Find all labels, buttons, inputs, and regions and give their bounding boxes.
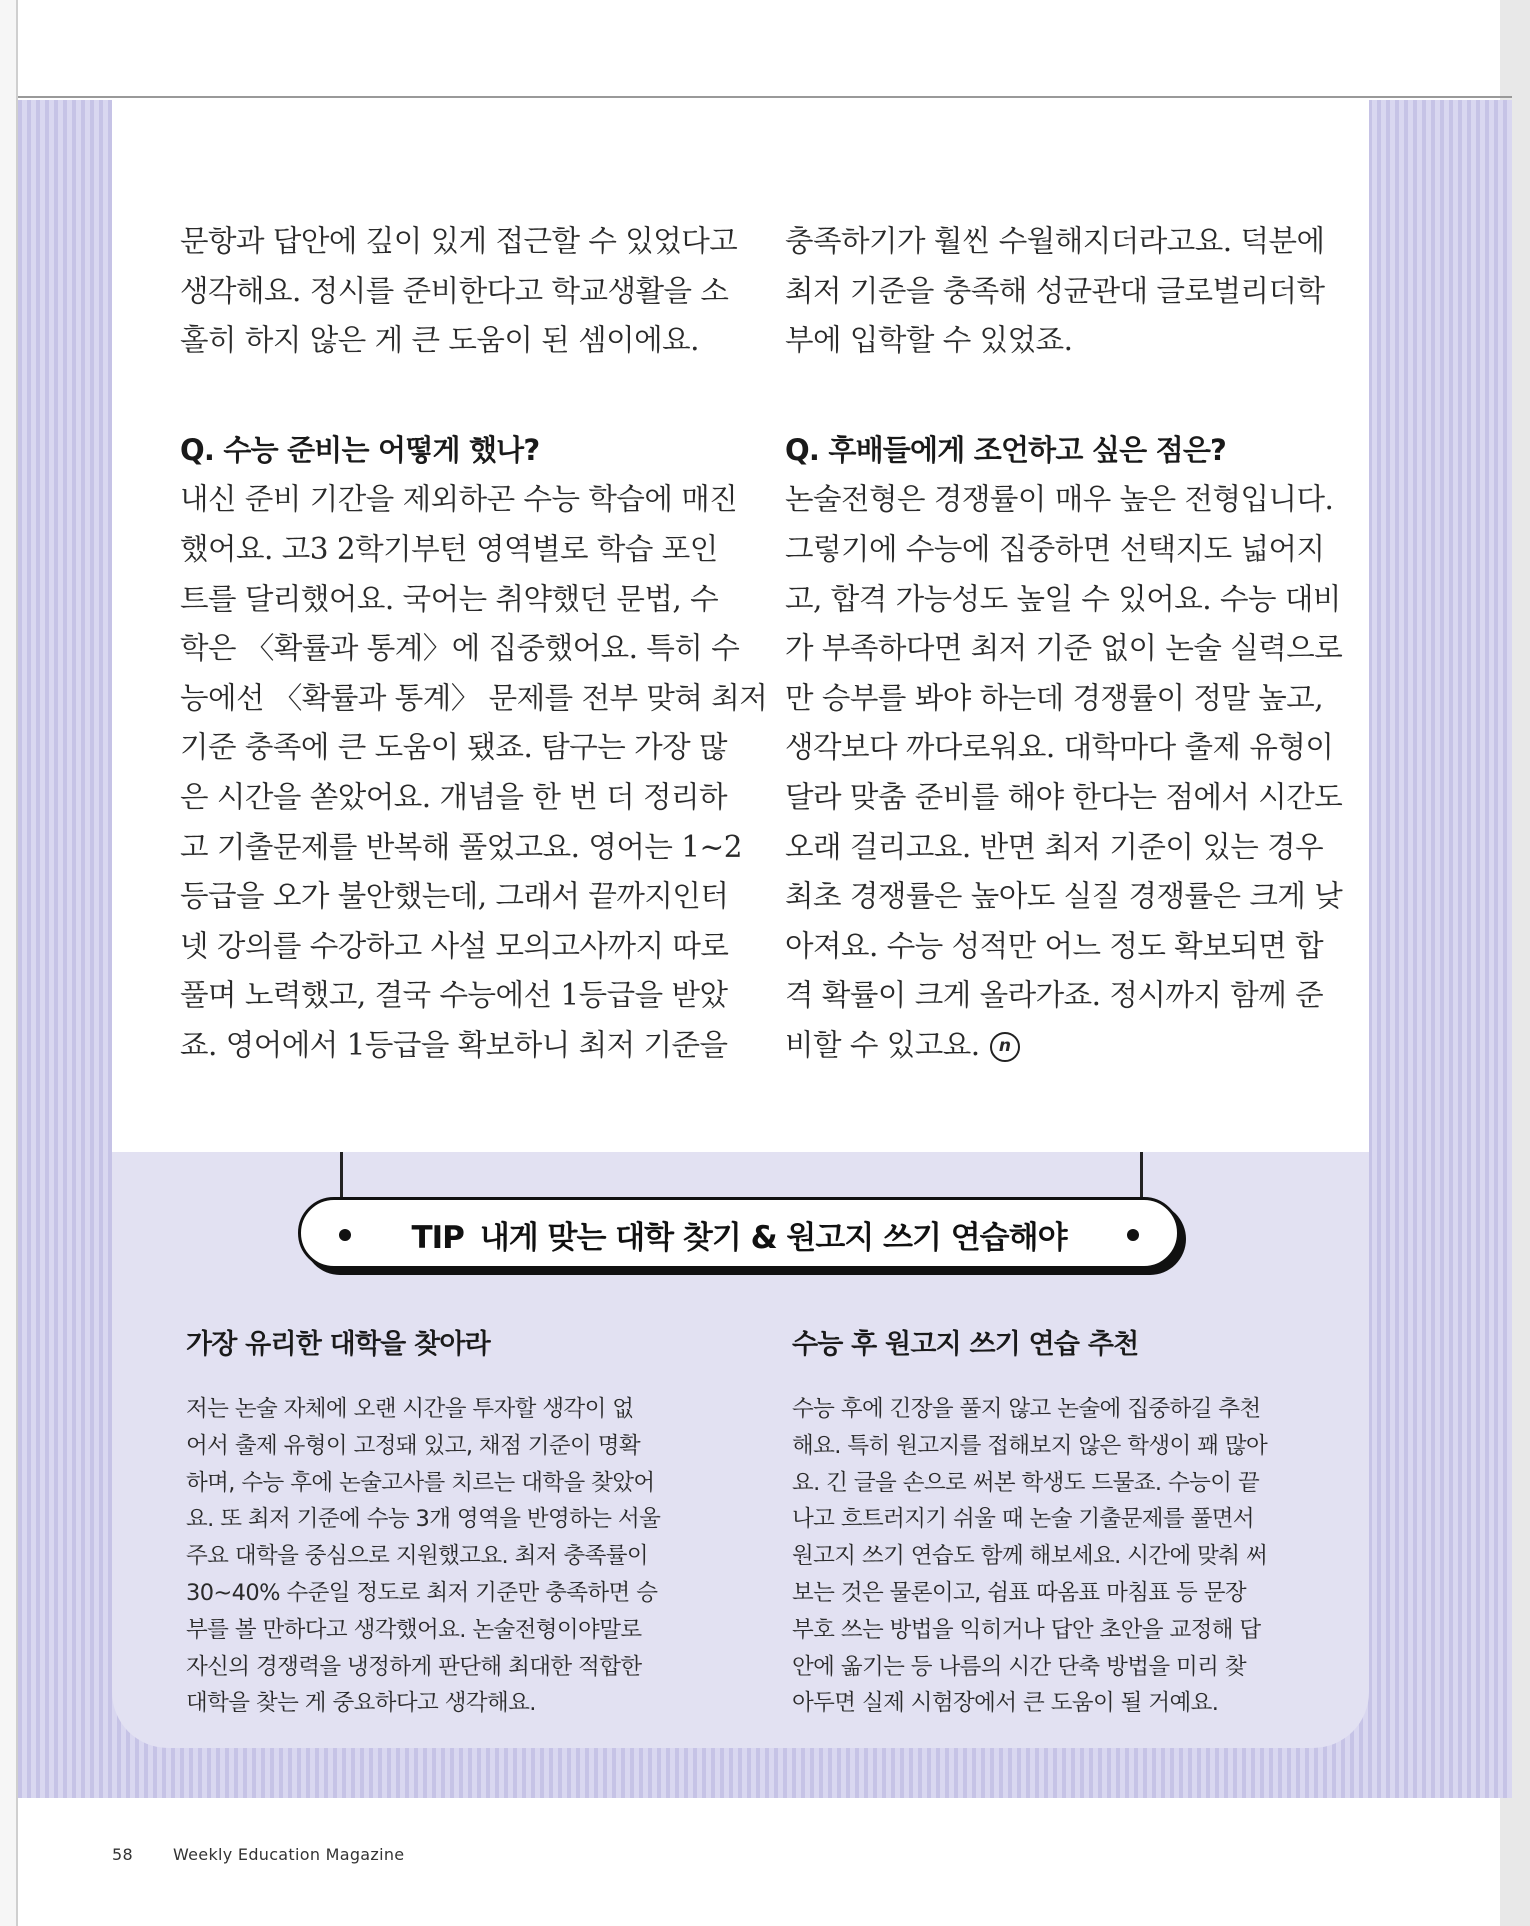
text-line: 생각보다 까다로워요. 대학마다 출제 유형이 bbox=[785, 730, 1334, 765]
text-line: 주요 대학을 중심으로 지원했고요. 최저 충족률이 bbox=[186, 1543, 649, 1570]
text-line: 등급을 오가 불안했는데, 그래서 끝까지인터 bbox=[180, 879, 729, 914]
text-line: 능에선 〈확률과 통계〉 문제를 전부 맞혀 최저 bbox=[180, 680, 768, 715]
tip-right-column bbox=[792, 1322, 1312, 1722]
text-line: 수능 후에 긴장을 풀지 않고 논술에 집중하길 추천 bbox=[792, 1396, 1261, 1422]
magazine-name: Weekly Education Magazine bbox=[172, 1845, 405, 1864]
right-intro bbox=[785, 217, 1325, 366]
text-line: 30~40% 수준일 정도로 최저 기준만 충족하면 승 bbox=[186, 1579, 658, 1606]
question-heading: Q. 후배들에게 조언하고 싶은 점은? bbox=[785, 432, 1227, 467]
text-line: 저는 논술 자체에 오랜 시간을 투자할 생각이 없 bbox=[186, 1396, 634, 1422]
text-line: 생각해요. 정시를 준비한다고 학교생활을 소 bbox=[180, 273, 729, 308]
left-answer bbox=[180, 475, 768, 1070]
page-number: 58 bbox=[112, 1845, 133, 1864]
tip-right-heading: 수능 후 원고지 쓰기 연습 추천 bbox=[792, 1329, 1139, 1360]
text-line: 격 확률이 크게 올라가죠. 정시까지 함께 준 bbox=[785, 978, 1324, 1013]
tip-label: TIP bbox=[411, 1220, 464, 1256]
text-line: 고 기출문제를 반복해 풀었고요. 영어는 1~2 bbox=[180, 829, 742, 864]
end-mark-icon: n bbox=[990, 1032, 1020, 1062]
text-line: 나고 흐트러지기 쉬울 때 논술 기출문제를 풀면서 bbox=[792, 1506, 1255, 1533]
text-line: 자신의 경쟁력을 냉정하게 판단해 최대한 적합한 bbox=[186, 1653, 642, 1680]
text-line: 충족하기가 훨씬 수월해지더라고요. 덕분에 bbox=[785, 224, 1325, 258]
page-footer bbox=[112, 1845, 404, 1864]
text-line: 오래 걸리고요. 반면 최저 기준이 있는 경우 bbox=[785, 829, 1324, 864]
text-line: 가 부족하다면 최저 기준 없이 논술 실력으로 bbox=[785, 631, 1343, 666]
text-line: 해요. 특히 원고지를 접해보지 않은 학생이 꽤 많아 bbox=[792, 1432, 1268, 1459]
text-line: 은 시간을 쏟았어요. 개념을 한 번 더 정리하 bbox=[180, 779, 727, 814]
text-line: 홀히 하지 않은 게 큰 도움이 된 셈이에요. bbox=[180, 323, 699, 358]
text-line: 최초 경쟁률은 높아도 실질 경쟁률은 크게 낮 bbox=[785, 879, 1343, 914]
right-answer bbox=[785, 475, 1343, 1070]
text-line bbox=[785, 1021, 1305, 1071]
text-line: 보는 것은 물론이고, 쉼표 따옴표 마침표 등 문장 bbox=[792, 1579, 1246, 1606]
left-column bbox=[180, 217, 768, 1071]
tip-banner bbox=[298, 1197, 1180, 1269]
text-line: 학은 〈확률과 통계〉에 집중했어요. 특히 수 bbox=[180, 631, 740, 666]
text-line: 넷 강의를 수강하고 사설 모의고사까지 따로 bbox=[180, 928, 729, 963]
text-line: 그렇기에 수능에 집중하면 선택지도 넓어지 bbox=[785, 531, 1325, 566]
text-line: 고, 합격 가능성도 높일 수 있어요. 수능 대비 bbox=[785, 581, 1341, 616]
tip-left-heading: 가장 유리한 대학을 찾아라 bbox=[186, 1329, 490, 1360]
tip-left-column bbox=[186, 1322, 706, 1722]
left-intro bbox=[180, 217, 738, 366]
text-line: 부에 입학할 수 있었죠. bbox=[785, 323, 1073, 358]
text-line: 트를 달리했어요. 국어는 취약했던 문법, 수 bbox=[180, 581, 719, 616]
text-line: 만 승부를 봐야 하는데 경쟁률이 정말 높고, bbox=[785, 680, 1324, 715]
text-line: 달라 맞춤 준비를 해야 한다는 점에서 시간도 bbox=[785, 779, 1343, 814]
top-rule bbox=[18, 96, 1512, 98]
text-line: 내신 준비 기간을 제외하곤 수능 학습에 매진 bbox=[180, 482, 738, 517]
text-line: 논술전형은 경쟁률이 매우 높은 전형입니다. bbox=[785, 482, 1334, 517]
text-line: 최저 기준을 충족해 성균관대 글로벌리더학 bbox=[785, 273, 1325, 308]
text-line: 하며, 수능 후에 논술고사를 치르는 대학을 찾았어 bbox=[186, 1469, 655, 1496]
right-column bbox=[785, 217, 1343, 1071]
text-line: 안에 옮기는 등 나름의 시간 단축 방법을 미리 찾 bbox=[792, 1653, 1246, 1680]
text-line: 대학을 찾는 게 중요하다고 생각해요. bbox=[186, 1690, 536, 1717]
text-line: 요. 긴 글을 손으로 써본 학생도 드물죠. 수능이 끝 bbox=[792, 1469, 1260, 1496]
text-line: 아져요. 수능 성적만 어느 정도 확보되면 합 bbox=[785, 928, 1324, 963]
text-line: 부호 쓰는 방법을 익히거나 답안 초안을 교정해 답 bbox=[792, 1616, 1261, 1643]
text-line: 요. 또 최저 기준에 수능 3개 영역을 반영하는 서울 bbox=[186, 1506, 661, 1533]
text-line: 아두면 실제 시험장에서 큰 도움이 될 거예요. bbox=[792, 1690, 1219, 1717]
text-line: 기준 충족에 큰 도움이 됐죠. 탐구는 가장 많 bbox=[180, 730, 727, 765]
text-line: 부를 볼 만하다고 생각했어요. 논술전형이야말로 bbox=[186, 1616, 642, 1643]
text-line: 풀며 노력했고, 결국 수능에선 1등급을 받았 bbox=[180, 978, 728, 1013]
question-heading: Q. 수능 준비는 어떻게 했나? bbox=[180, 432, 540, 467]
tip-title bbox=[301, 1212, 1177, 1257]
text-line: 어서 출제 유형이 고정돼 있고, 채점 기준이 명확 bbox=[186, 1432, 640, 1459]
last-line-text: 비할 수 있고요. bbox=[785, 1027, 980, 1062]
tip-title-text: 내게 맞는 대학 찾기 & 원고지 쓰기 연습해야 bbox=[479, 1220, 1067, 1256]
text-line: 했어요. 고3 2학기부턴 영역별로 학습 포인 bbox=[180, 531, 718, 566]
text-line: 원고지 쓰기 연습도 함께 해보세요. 시간에 맞춰 써 bbox=[792, 1543, 1268, 1570]
text-line: 문항과 답안에 깊이 있게 접근할 수 있었다고 bbox=[180, 224, 738, 258]
text-line: 죠. 영어에서 1등급을 확보하니 최저 기준을 bbox=[180, 1027, 728, 1062]
